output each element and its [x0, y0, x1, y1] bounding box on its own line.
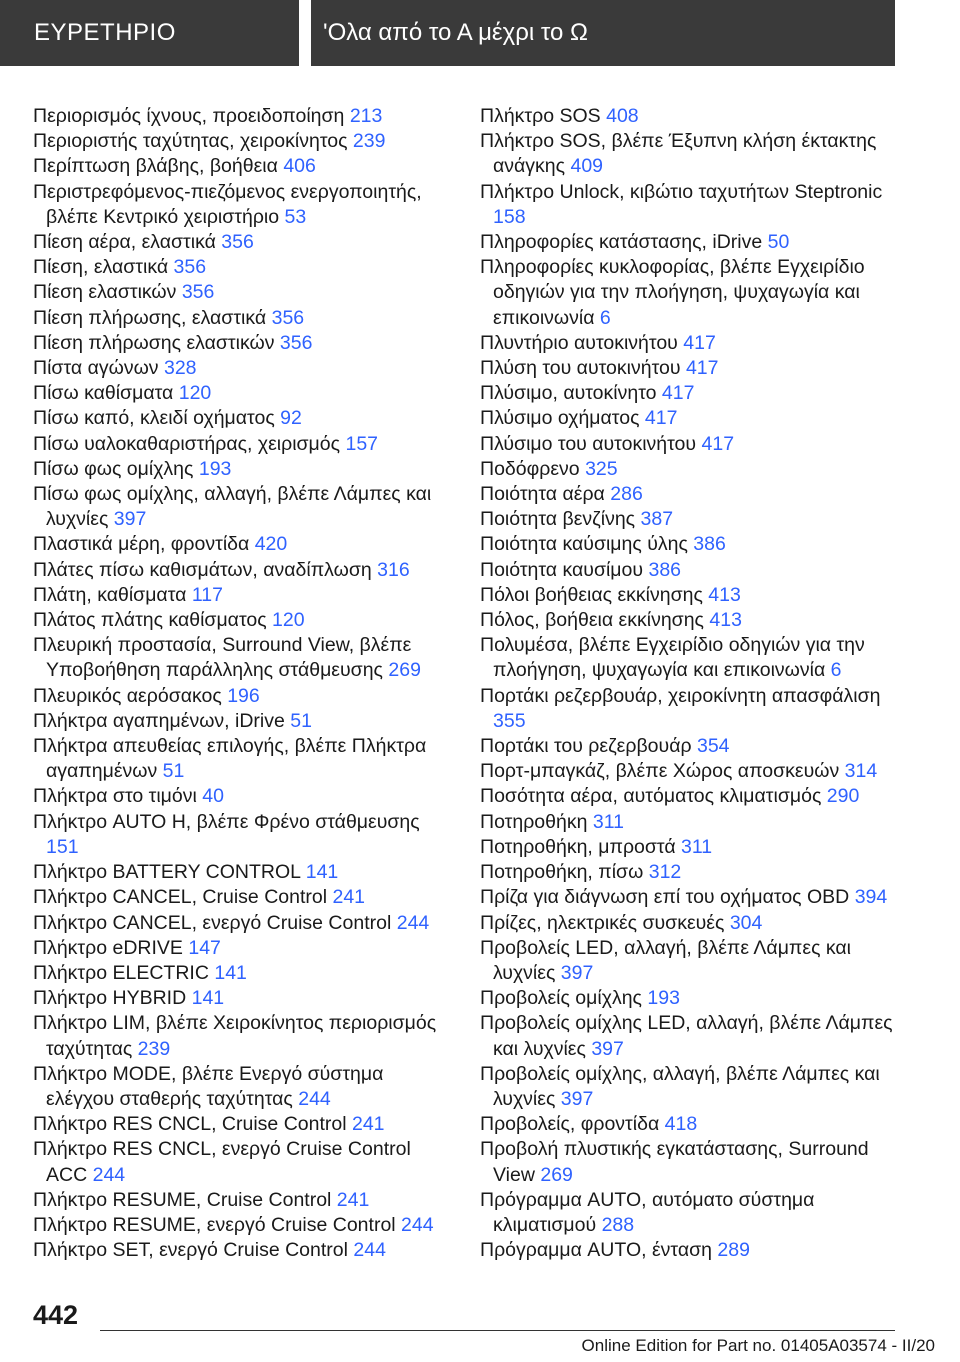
index-entry-text: Πλήκτρο RES CNCL, ενεργό Cruise Control ACC — [33, 1138, 411, 1186]
index-entry-text: Πλήκτρο RES CNCL, Cruise Control — [33, 1113, 347, 1136]
index-entry-text: Πρόγραμμα AUTO, αυτόματο σύστημα κλιματισμού — [480, 1188, 815, 1236]
page-link[interactable]: 394 — [854, 886, 888, 909]
index-entry-text: Πίεση αέρα, ελαστικά — [33, 231, 216, 254]
page-link[interactable]: 316 — [377, 558, 410, 581]
index-entry-text: Πλήκτρο CANCEL, ενεργό Cruise Control — [33, 911, 392, 934]
index-entry — [480, 734, 900, 759]
index-entry-text: Πίσω υαλοκαθαριστήρας, χειρισμός — [33, 432, 341, 455]
index-entry-text: Πλήκτρο LIM, βλέπε Χειροκίνητος περιορισμός ταχύτητας — [33, 1012, 437, 1060]
index-entry — [33, 986, 453, 1011]
page-link[interactable]: 50 — [767, 231, 790, 254]
index-entry-text: Πλύσιμο, αυτοκίνητο — [480, 382, 657, 405]
index-entry — [480, 180, 900, 230]
index-entry-text: Ποτηροθήκη — [480, 810, 588, 833]
index-entry-text: Πλήκτρο Unlock, κιβώτιο ταχυτήτων Steptronic — [480, 180, 883, 203]
page-link[interactable]: 141 — [305, 861, 339, 884]
page-link[interactable]: 314 — [844, 760, 878, 783]
index-entry — [33, 1238, 453, 1263]
index-entry-text: Πλήκτρα αγαπημένων, iDrive — [33, 709, 285, 732]
index-entry — [480, 432, 900, 457]
index-entry-text: Πλύσιμο οχήματος — [480, 407, 640, 430]
index-entry — [480, 684, 900, 734]
index-entry — [480, 1011, 900, 1061]
index-entry — [33, 1188, 453, 1213]
index-entry-text: Πίσω φως ομίχλης, αλλαγή, βλέπε Λάμπες και λυχνίες — [33, 483, 432, 531]
page-link[interactable]: 241 — [332, 886, 366, 909]
page-link[interactable]: 193 — [647, 987, 680, 1010]
index-entry-text: Πλήκτρα απευθείας επιλογής, βλέπε Πλήκτρα αγαπημένων — [33, 735, 427, 783]
index-entry — [480, 507, 900, 532]
page-link[interactable]: 141 — [214, 961, 247, 984]
page-link[interactable]: 92 — [280, 407, 302, 430]
page-link[interactable]: 311 — [681, 835, 713, 858]
page-link[interactable]: 311 — [592, 810, 624, 833]
index-entry — [480, 532, 900, 557]
index-entry-text: Πλήκτρο RESUME, Cruise Control — [33, 1188, 332, 1211]
index-entry-text: Πίεση ελαστικών — [33, 281, 177, 304]
index-entry — [33, 784, 453, 809]
page-link[interactable]: 151 — [46, 835, 79, 858]
page-link[interactable]: 40 — [202, 785, 224, 808]
index-entry — [480, 381, 900, 406]
index-entry — [33, 583, 453, 608]
page-link[interactable]: 239 — [352, 130, 386, 153]
index-entry-text: Πόλοι βοήθειας εκκίνησης — [480, 583, 703, 606]
index-entry — [480, 255, 900, 331]
index-entry — [480, 457, 900, 482]
index-entry — [480, 608, 900, 633]
index-entry-text: Πόλος, βοήθεια εκκίνησης — [480, 609, 704, 632]
index-entry — [33, 734, 453, 784]
page-link[interactable]: 117 — [191, 583, 223, 606]
index-entry-text: Περιστρεφόμενος-πιεζόμενος ενεργοποιητής, βλέπε Κεντρικό χειριστήριο — [33, 180, 422, 228]
index-entry — [33, 961, 453, 986]
index-entry — [480, 1137, 900, 1187]
index-entry — [480, 810, 900, 835]
index-entry — [480, 759, 900, 784]
index-entry — [33, 306, 453, 331]
index-entry-text: Πλύση του αυτοκινήτου — [480, 357, 681, 380]
page-link[interactable]: 213 — [349, 105, 383, 127]
page-link[interactable]: 244 — [401, 1213, 434, 1236]
index-entry — [33, 911, 453, 936]
page-link[interactable]: 158 — [493, 205, 526, 228]
index-entry — [33, 532, 453, 557]
page-link[interactable]: 413 — [708, 583, 741, 606]
page-link[interactable]: 120 — [272, 609, 305, 632]
page-link[interactable]: 387 — [640, 508, 674, 531]
index-entry — [480, 406, 900, 431]
index-entry — [33, 331, 453, 356]
index-entry — [33, 154, 453, 179]
index-entry-text: Πίστα αγώνων — [33, 357, 159, 380]
page-link[interactable]: 406 — [283, 155, 316, 178]
edition-note: Online Edition for Part no. 01405A03574 - II/20 — [581, 1336, 935, 1355]
page-link[interactable]: 397 — [591, 1037, 624, 1060]
page-link[interactable]: 193 — [198, 457, 232, 480]
index-entry — [33, 1011, 453, 1061]
index-entry — [33, 457, 453, 482]
page-link[interactable]: 304 — [729, 911, 763, 934]
page-link[interactable]: 53 — [284, 205, 307, 228]
index-entry-text: Περίπτωση βλάβης, βοήθεια — [33, 155, 278, 178]
page-link[interactable]: 356 — [279, 331, 313, 354]
page-link[interactable]: 147 — [188, 936, 221, 959]
page-link[interactable]: 325 — [585, 457, 618, 480]
index-entry-text: Πλύσιμο του αυτοκινήτου — [480, 432, 697, 455]
index-entry-text: Ποδόφρενο — [480, 457, 580, 480]
index-entry — [480, 104, 900, 129]
page-link[interactable]: 244 — [92, 1163, 126, 1186]
index-entry-text: Πίεση, ελαστικά — [33, 256, 169, 279]
page-link[interactable]: 286 — [610, 483, 643, 506]
index-entry-text: Πίσω καθίσματα — [33, 382, 174, 405]
index-entry-text: Ποιότητα βενζίνης — [480, 508, 636, 531]
index-entry-text: Ποιότητα αέρα — [480, 483, 605, 506]
index-entry-text: Πλαστικά μέρη, φροντίδα — [33, 533, 250, 556]
page-link[interactable]: 241 — [351, 1113, 385, 1136]
index-entry-text: Ποτηροθήκη, πίσω — [480, 861, 644, 884]
index-entry — [33, 558, 453, 583]
index-column-left — [33, 104, 453, 1263]
index-entry-text: Πρίζες, ηλεκτρικές συσκευές — [480, 911, 725, 934]
index-column-right — [480, 104, 900, 1263]
index-entry-text: Περιορισμός ίχνους, προειδοποίηση — [33, 105, 345, 127]
index-entry — [480, 1238, 900, 1263]
index-entry-text: Πληροφορίες κυκλοφορίας, βλέπε Εγχειρίδιο οδηγιών για την πλοήγηση, ψυχαγωγία και επικοινωνία — [480, 256, 865, 329]
index-entry — [480, 986, 900, 1011]
index-entry-text: Πλήκτρο HYBRID — [33, 987, 187, 1010]
index-entry-text: Προβολείς ομίχλης — [480, 987, 642, 1010]
index-entry-text: Πίεση πλήρωσης ελαστικών — [33, 331, 275, 354]
index-entry — [480, 860, 900, 885]
index-entry — [480, 482, 900, 507]
index-entry-text: Πλυντήριο αυτοκινήτου — [480, 331, 678, 354]
page-link[interactable]: 196 — [227, 684, 260, 707]
index-entry — [33, 180, 453, 230]
index-entry-text: Πολυμέσα, βλέπε Εγχειρίδιο οδηγιών για την πλοήγηση, ψυχαγωγία και επικοινωνία — [480, 634, 865, 682]
index-entry-text: Ποιότητα καυσίμου — [480, 558, 644, 581]
page-link[interactable]: 417 — [701, 432, 735, 455]
index-entry-text: Ποσότητα αέρα, αυτόματος κλιματισμός — [480, 785, 822, 808]
page-link[interactable]: 328 — [163, 357, 197, 380]
page-link[interactable]: 409 — [570, 155, 604, 178]
index-entry — [480, 1188, 900, 1238]
page-link[interactable]: 386 — [693, 533, 726, 556]
page-link[interactable]: 417 — [661, 382, 695, 405]
page-link[interactable]: 157 — [345, 432, 379, 455]
index-entry — [480, 835, 900, 860]
index-entry-text: Πλάτος πλάτης καθίσματος — [33, 609, 267, 632]
index-entry-text: Πλευρική προστασία, Surround View, βλέπε Υποβοήθηση παράλληλης στάθμευσης — [33, 634, 412, 682]
index-entry-text: Πλήκτρο BATTERY CONTROL — [33, 861, 301, 884]
index-entry — [33, 104, 453, 129]
index-entry — [33, 810, 453, 860]
index-entry-text: Πλήκτρο ELECTRIC — [33, 961, 209, 984]
page-link[interactable]: 354 — [696, 735, 730, 758]
page-link[interactable]: 244 — [353, 1239, 386, 1262]
page-link[interactable]: 269 — [540, 1163, 573, 1186]
page-link[interactable]: 386 — [648, 558, 682, 581]
index-entry-text: Πλήκτρο CANCEL, Cruise Control — [33, 886, 328, 909]
section-title: 'Ολα από το Α μέχρι το Ω — [311, 0, 895, 66]
page-link[interactable]: 51 — [162, 760, 185, 783]
page-link[interactable]: 244 — [298, 1087, 331, 1110]
page-link[interactable]: 356 — [181, 281, 215, 304]
index-entry — [480, 558, 900, 583]
index-entry-text: Πλήκτρο eDRIVE — [33, 936, 183, 959]
page-link[interactable]: 356 — [221, 231, 254, 254]
index-entry — [480, 129, 900, 179]
index-entry — [33, 633, 453, 683]
section-tab-index[interactable]: ΕΥΡΕΤΗΡΙΟ — [0, 0, 299, 66]
page-number: 442 — [33, 1300, 79, 1330]
page-link[interactable]: 413 — [709, 609, 742, 632]
index-entry-text: Πλήκτρο SOS — [480, 105, 601, 127]
index-entry-text: Πορτ-μπαγκάζ, βλέπε Χώρος αποσκευών — [480, 760, 840, 783]
index-entry-text: Πρόγραμμα AUTO, ένταση — [480, 1239, 712, 1262]
page-link[interactable]: 397 — [560, 961, 594, 984]
page-link[interactable]: 269 — [388, 659, 421, 682]
index-entry — [480, 356, 900, 381]
page-link[interactable]: 355 — [493, 709, 526, 732]
page-link[interactable]: 418 — [664, 1113, 698, 1136]
index-entry-text: Πλάτες πίσω καθισμάτων, αναδίπλωση — [33, 558, 372, 581]
index-entry — [33, 230, 453, 255]
page-link[interactable]: 312 — [648, 861, 682, 884]
index-entry-text: Πλήκτρο RESUME, ενεργό Cruise Control — [33, 1213, 396, 1236]
page-link[interactable]: 397 — [560, 1087, 594, 1110]
index-entry-text: Ποιότητα καύσιμης ύλης — [480, 533, 688, 556]
index-entry-text: Πλήκτρο SET, ενεργό Cruise Control — [33, 1239, 348, 1262]
index-entry-text: Προβολείς LED, αλλαγή, βλέπε Λάμπες και λυχνίες — [480, 936, 852, 984]
index-entry — [480, 331, 900, 356]
page-link[interactable]: 51 — [290, 709, 312, 732]
page-link[interactable]: 288 — [601, 1213, 635, 1236]
index-entry-text: Πλήκτρο SOS, βλέπε Έξυπνη κλήση έκτακτης ανάγκης — [480, 130, 877, 178]
page-link[interactable]: 417 — [683, 331, 716, 354]
index-entry — [33, 381, 453, 406]
index-entry-text: Ποτηροθήκη, μπροστά — [480, 835, 676, 858]
footer-divider — [100, 1330, 895, 1331]
page-link[interactable]: 6 — [830, 659, 842, 682]
index-entry — [33, 684, 453, 709]
page-header — [0, 0, 960, 66]
index-entry-text: Πίεση πλήρωσης, ελαστικά — [33, 306, 267, 329]
index-entry — [33, 709, 453, 734]
index-entry — [33, 608, 453, 633]
index-entry — [480, 911, 900, 936]
index-entry — [480, 230, 900, 255]
index-entry — [480, 633, 900, 683]
page-link[interactable]: 356 — [173, 256, 207, 279]
index-entry — [33, 885, 453, 910]
index-entry — [480, 1062, 900, 1112]
index-entry-text: Προβολείς ομίχλης LED, αλλαγή, βλέπε Λάμπες και λυχνίες — [480, 1012, 893, 1060]
index-entry-text: Πλήκτρα στο τιμόνι — [33, 785, 197, 808]
index-entry — [33, 129, 453, 154]
index-entry — [480, 936, 900, 986]
page-link[interactable]: 239 — [137, 1037, 171, 1060]
index-entry — [33, 406, 453, 431]
index-entry — [33, 255, 453, 280]
index-entry — [480, 583, 900, 608]
index-entry — [33, 1112, 453, 1137]
index-entry — [33, 432, 453, 457]
index-entry-text: Πίσω φως ομίχλης — [33, 457, 194, 480]
index-entry-text: Πορτάκι του ρεζερβουάρ — [480, 735, 692, 758]
page-link[interactable]: 120 — [178, 382, 212, 405]
index-entry — [33, 1213, 453, 1238]
page-link[interactable]: 6 — [599, 306, 611, 329]
index-entry-text: Πορτάκι ρεζερβουάρ, χειροκίνητη απασφάλιση — [480, 684, 881, 707]
index-entry-text: Πλήκτρο AUTO H, βλέπε Φρένο στάθμευσης — [33, 810, 420, 833]
page-link[interactable]: 408 — [606, 105, 639, 127]
index-entry — [33, 1062, 453, 1112]
page-link[interactable]: 417 — [644, 407, 678, 430]
index-entry — [33, 860, 453, 885]
index-entry — [33, 356, 453, 381]
page-link[interactable]: 356 — [271, 306, 305, 329]
page-link[interactable]: 289 — [717, 1239, 750, 1262]
index-entry — [33, 280, 453, 305]
index-entry-text: Πλήκτρο MODE, βλέπε Ενεργό σύστημα ελέγχου σταθερής ταχύτητας — [33, 1062, 384, 1110]
page-link[interactable]: 141 — [191, 987, 225, 1010]
index-entry — [480, 885, 900, 910]
index-entry-text: Πίσω καπό, κλειδί οχήματος — [33, 407, 275, 430]
index-entry — [33, 936, 453, 961]
page-link[interactable]: 420 — [254, 533, 288, 556]
index-entry — [33, 482, 453, 532]
index-entry-text: Πλάτη, καθίσματα — [33, 583, 187, 606]
index-entry — [33, 1137, 453, 1187]
page-link[interactable]: 241 — [336, 1188, 370, 1211]
index-entry-text: Πλευρικός αερόσακος — [33, 684, 222, 707]
index-entry — [480, 1112, 900, 1137]
index-entry-text: Προβολή πλυστικής εγκατάστασης, Surround View — [480, 1138, 869, 1186]
index-entry-text: Προβολείς, φροντίδα — [480, 1113, 660, 1136]
page-link[interactable]: 397 — [113, 508, 147, 531]
page-link[interactable]: 417 — [685, 357, 719, 380]
index-entry-text: Περιοριστής ταχύτητας, χειροκίνητος — [33, 130, 348, 153]
page-link[interactable]: 244 — [396, 911, 430, 934]
index-entry — [480, 784, 900, 809]
index-entry-text: Πρίζα για διάγνωση επί του οχήματος OBD — [480, 886, 850, 909]
page-link[interactable]: 290 — [826, 785, 860, 808]
index-entry-text: Πληροφορίες κατάστασης, iDrive — [480, 231, 763, 254]
index-entry-text: Προβολείς ομίχλης, αλλαγή, βλέπε Λάμπες και λυχνίες — [480, 1062, 880, 1110]
